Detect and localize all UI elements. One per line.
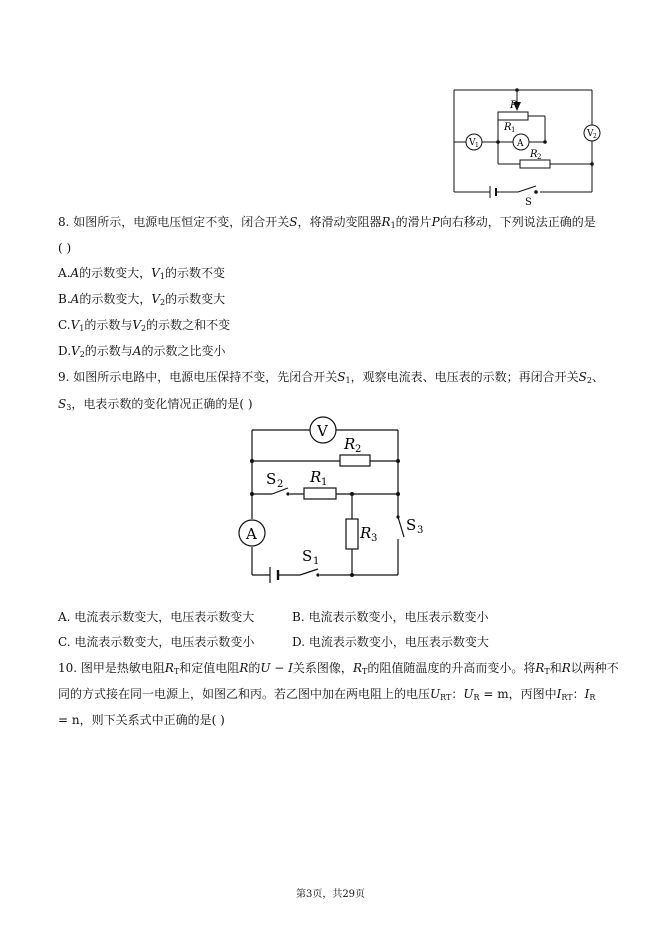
q9-option-c: C. 电流表示数变大，电压表示数变小 xyxy=(58,635,255,649)
label-s1-sub: 1 xyxy=(313,556,320,567)
label-r3-sub: 3 xyxy=(371,533,378,544)
q10-stem-line3: = n，则下关系式中正确的是( ) xyxy=(58,713,225,727)
label-r1: R xyxy=(504,122,512,133)
label-r2-sub: 2 xyxy=(537,153,542,161)
q8-stem-line1: 8. 如图所示，电源电压恒定不变，闭合开关S，将滑动变阻器$R_1$的滑片P向右移动，下列说法正确的是 xyxy=(58,215,596,230)
voltmeter-v2-sub: 2 xyxy=(593,133,597,140)
label-switch-s: S xyxy=(525,197,532,208)
label-r1-sub: 1 xyxy=(511,126,516,134)
label-r3: R xyxy=(360,524,372,542)
q10-stem-line1: 10. 图甲是热敏电阻$R_T$和定值电阻R的U − I关系图像，$R_T$的阻值随温度的升高而变小。将$R_T$和R以两种不 xyxy=(58,661,619,676)
label-s1: S xyxy=(302,547,313,565)
voltmeter-v1-label: V xyxy=(469,138,476,148)
label-s2: S xyxy=(266,470,277,488)
q8-option-d: $D.V_2$的示数与A的示数之比变小 xyxy=(58,344,226,359)
q8-option-a: A.A的示数变大，$V_1$的示数不变 xyxy=(58,266,225,281)
q9-option-b: B. 电流表示数变小，电压表示数变小 xyxy=(292,610,489,624)
circuit-diagram-q8 xyxy=(440,80,610,210)
q9-option-a: A. 电流表示数变大，电压表示数变大 xyxy=(58,610,255,624)
q10-stem-line2: 同的方式接在同一电源上，如图乙和丙。若乙图中加在两电阻上的电压$U_{RT}$：$U_R = m$，丙图中$I_{RT}$：$I_R$ xyxy=(58,687,596,702)
label-s2-sub: 2 xyxy=(277,479,284,490)
ammeter-label: A xyxy=(517,139,524,149)
q8-stem-line2: ( ) xyxy=(58,241,72,255)
q9-stem-line1: 9. 如图所示电路中，电源电压保持不变，先闭合开关$S_1$，观察电流表、电压表的示数；再闭合开关$S_2$、 xyxy=(58,370,604,385)
q9-stem-line2: $S_3$，电表示数的变化情况正确的是( ) xyxy=(58,397,253,412)
voltmeter-label: V xyxy=(317,422,328,440)
label-r2: R xyxy=(530,149,538,160)
page-footer: 第3页，共29页 xyxy=(295,889,366,900)
label-r2-sub: 2 xyxy=(355,444,362,455)
label-r2: R xyxy=(344,435,356,453)
q9-option-d: D. 电流表示数变小，电压表示数变大 xyxy=(292,635,489,649)
voltmeter-v1-sub: 1 xyxy=(475,142,479,149)
label-r1-sub: 1 xyxy=(321,477,328,488)
label-s3: S xyxy=(406,516,417,534)
label-s3-sub: 3 xyxy=(417,525,424,536)
q8-option-b: B.A的示数变大，$V_2$的示数变大 xyxy=(58,292,226,307)
ammeter-label: A xyxy=(246,525,257,543)
q8-option-c: $C.V_1$的示数与$V_2$的示数之和不变 xyxy=(58,318,231,333)
label-p: P xyxy=(510,100,517,111)
voltmeter-v2-label: V xyxy=(587,129,594,139)
label-r1: R xyxy=(310,468,322,486)
circuit-diagram-q9 xyxy=(230,415,430,585)
